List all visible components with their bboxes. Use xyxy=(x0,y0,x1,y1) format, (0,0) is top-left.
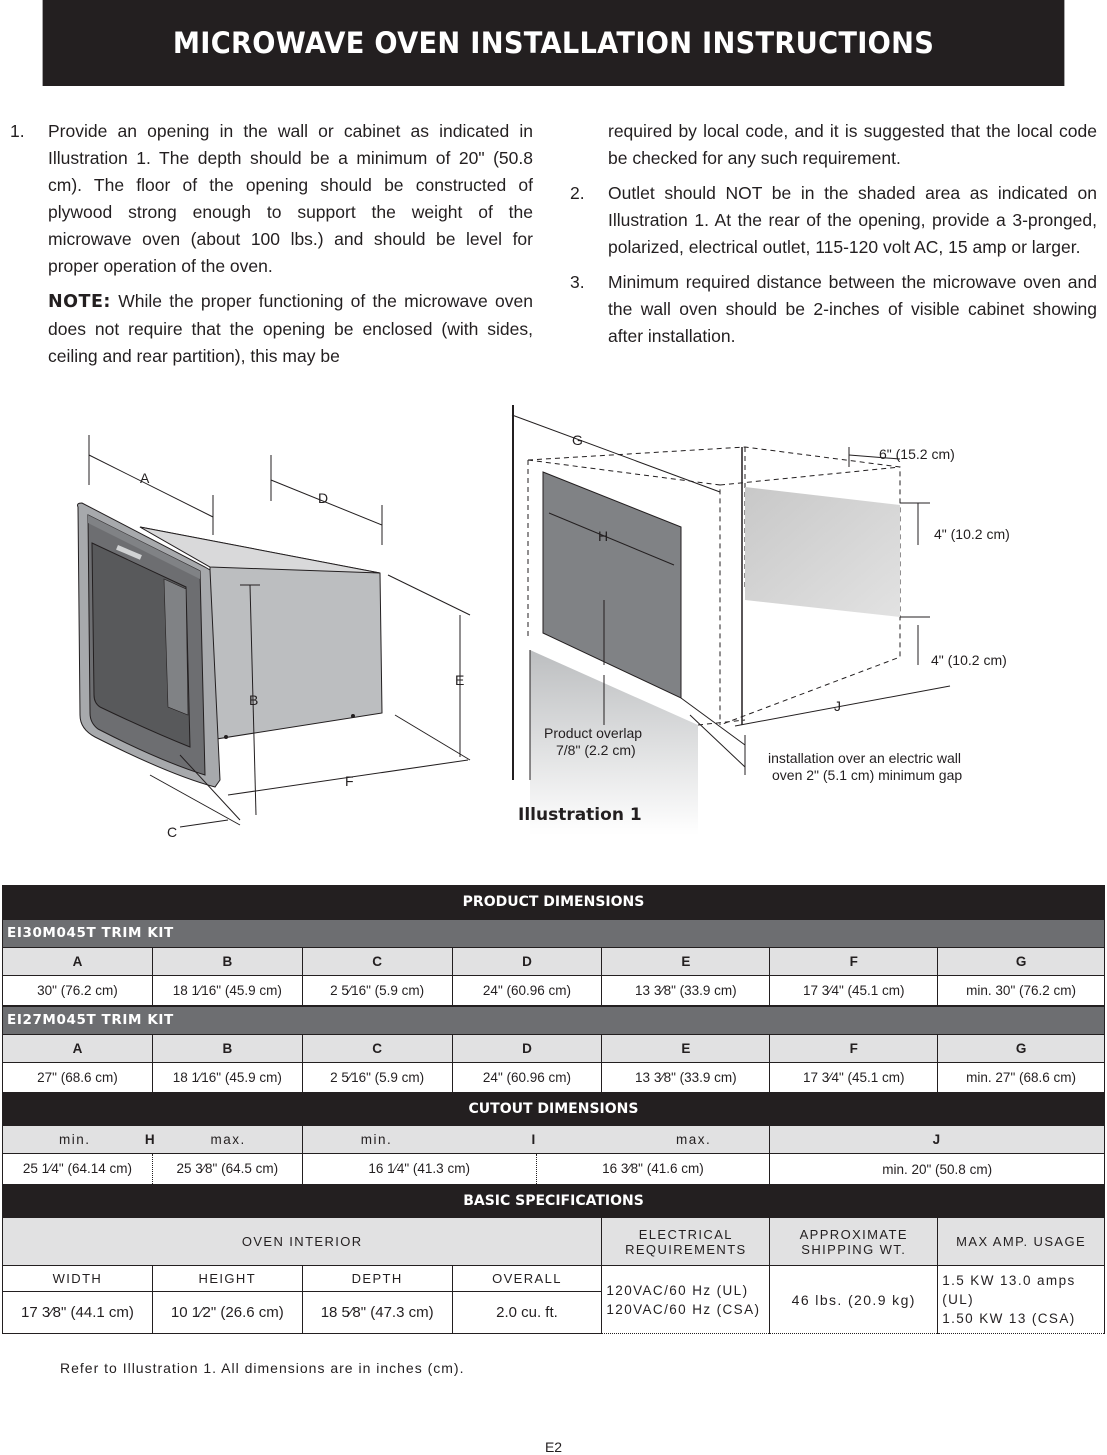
table-cell: 18 1⁄16" (45.9 cm) xyxy=(152,1063,302,1093)
product-dimensions-title: PRODUCT DIMENSIONS xyxy=(3,886,1105,919)
footnote: Refer to Illustration 1. All dimensions are in inches (cm). xyxy=(60,1360,465,1376)
overall-value: 2.0 cu. ft. xyxy=(452,1292,602,1334)
width-label: WIDTH xyxy=(3,1266,153,1292)
height-label: HEIGHT xyxy=(152,1266,302,1292)
table-cell: 30" (76.2 cm) xyxy=(3,976,153,1006)
item-text: Provide an opening in the wall or cabinet as indicated in Illustration 1. The depth should be a minimum of 20" (50.8 cm). The floor of the opening should be constructed of plywood strong enough to support the weight of the microwave oven (about 100 lbs.) and should be level for proper operation of the oven. xyxy=(48,121,533,276)
cutout-j-header xyxy=(770,1126,1105,1154)
amp-header: MAX AMP. USAGE xyxy=(938,1218,1105,1266)
elec-line-1: 120VAC/60 Hz (UL) xyxy=(606,1282,749,1298)
item-number: 2. xyxy=(570,183,585,203)
table-cell: min. 27" (68.6 cm) xyxy=(938,1063,1105,1093)
depth-value: 18 5⁄8" (47.3 cm) xyxy=(302,1292,452,1334)
cutout-i-header xyxy=(302,1126,770,1154)
kit1-values-row xyxy=(3,976,1105,1006)
col-header: C xyxy=(302,1035,452,1063)
table-cell: 24" (60.96 cm) xyxy=(452,1063,602,1093)
instruction-item-1 xyxy=(10,118,533,280)
min-label: min. xyxy=(59,1132,91,1147)
note-text: While the proper functioning of the microwave oven does not require that the opening be enclosed (with sides, ceiling and rear partition), this may be xyxy=(48,291,533,366)
col-header: G xyxy=(938,948,1105,976)
label-g: G xyxy=(572,432,583,448)
col-header: D xyxy=(452,1035,602,1063)
label-d: D xyxy=(318,490,329,506)
min-label: min. xyxy=(360,1132,393,1147)
kit1-header-row xyxy=(3,948,1105,976)
table-cell: 17 3⁄4" (45.1 cm) xyxy=(770,1063,938,1093)
instruction-item-2 xyxy=(570,180,1097,261)
cabinet-drawing xyxy=(512,405,1010,835)
j-label: J xyxy=(932,1132,942,1147)
col-header: B xyxy=(152,948,302,976)
instructions-left-column xyxy=(10,118,533,370)
col-header: F xyxy=(770,948,938,976)
table-cell: min. 30" (76.2 cm) xyxy=(938,976,1105,1006)
cutout-h-values xyxy=(3,1154,303,1185)
note-label: NOTE: xyxy=(48,292,111,312)
table-cell: 2 5⁄16" (5.9 cm) xyxy=(302,976,452,1006)
gap-line-2: oven 2" (5.1 cm) minimum gap xyxy=(772,767,963,783)
label-h: H xyxy=(598,528,609,544)
col-header: E xyxy=(602,948,770,976)
h-min-value: 25 1⁄4" (64.14 cm) xyxy=(3,1154,153,1184)
page-number: E2 xyxy=(544,1439,563,1455)
overlap-line-1: Product overlap xyxy=(544,725,643,741)
weight-value: 46 lbs. (20.9 kg) xyxy=(770,1266,938,1334)
depth-label: DEPTH xyxy=(302,1266,452,1292)
label-c: C xyxy=(167,824,178,840)
installation-illustration xyxy=(0,395,1107,845)
label-j: J xyxy=(834,698,841,714)
cutout-dimensions-title: CUTOUT DIMENSIONS xyxy=(3,1093,1105,1126)
i-min-value: 16 1⁄4" (41.3 cm) xyxy=(303,1154,537,1184)
dimension-6in: 6" (15.2 cm) xyxy=(879,446,955,462)
j-value: min. 20" (50.8 cm) xyxy=(770,1154,1105,1185)
oven-interior-header: OVEN INTERIOR xyxy=(3,1218,602,1266)
col-header: B xyxy=(152,1035,302,1063)
page-title: MICROWAVE OVEN INSTALLATION INSTRUCTIONS xyxy=(43,0,1065,86)
table-cell: 24" (60.96 cm) xyxy=(452,976,602,1006)
h-label: H xyxy=(144,1132,157,1147)
amp-value xyxy=(938,1266,1105,1334)
electrical-value xyxy=(602,1266,770,1334)
amp-line-2: 1.50 KW 13 (CSA) xyxy=(942,1311,1076,1326)
item-text: Minimum required distance between the microwave oven and the wall oven should be 2-inches of visible cabinet showing after installation. xyxy=(608,272,1097,346)
table-cell: 2 5⁄16" (5.9 cm) xyxy=(302,1063,452,1093)
kit2-name: EI27M045T TRIM KIT xyxy=(3,1006,1105,1035)
col-header: A xyxy=(3,1035,153,1063)
note-continuation: required by local code, and it is suggested that the local code be checked for any such requirement. xyxy=(608,121,1097,168)
label-e: E xyxy=(455,672,465,688)
label-b: B xyxy=(249,692,259,708)
overlap-line-2: 7/8" (2.2 cm) xyxy=(556,742,636,758)
microwave-drawing xyxy=(78,435,471,840)
table-cell: 13 3⁄8" (33.9 cm) xyxy=(602,1063,770,1093)
cutout-header-row xyxy=(3,1126,1105,1154)
kit1-name: EI30M045T TRIM KIT xyxy=(3,919,1105,948)
h-max-value: 25 3⁄8" (64.5 cm) xyxy=(176,1161,279,1176)
col-header: F xyxy=(770,1035,938,1063)
note-paragraph xyxy=(10,288,533,370)
shipping-header: APPROXIMATE SHIPPING WT. xyxy=(770,1218,938,1266)
i-label: I xyxy=(531,1132,537,1147)
label-f: F xyxy=(345,773,354,789)
specifications-table xyxy=(2,885,1105,1334)
kit2-values-row xyxy=(3,1063,1105,1093)
max-label: max. xyxy=(676,1132,712,1147)
table-cell: 27" (68.6 cm) xyxy=(3,1063,153,1093)
max-label: max. xyxy=(210,1132,246,1147)
item-number: 1. xyxy=(10,121,25,141)
instruction-item-3 xyxy=(570,269,1097,350)
col-header: E xyxy=(602,1035,770,1063)
basic-specifications-title: BASIC SPECIFICATIONS xyxy=(3,1185,1105,1218)
width-value: 17 3⁄8" (44.1 cm) xyxy=(3,1292,153,1334)
col-header: A xyxy=(3,948,153,976)
table-cell: 17 3⁄4" (45.1 cm) xyxy=(770,976,938,1006)
i-max-value: 16 3⁄8" (41.6 cm) xyxy=(602,1161,704,1176)
table-cell: 18 1⁄16" (45.9 cm) xyxy=(152,976,302,1006)
instructions-right-column xyxy=(570,118,1097,358)
cutout-i-values xyxy=(302,1154,770,1185)
illustration-title: Illustration 1 xyxy=(518,805,642,825)
cutout-h-header xyxy=(3,1126,303,1154)
item-number: 3. xyxy=(570,272,585,292)
dimension-4in-bottom: 4" (10.2 cm) xyxy=(931,652,1007,668)
label-a: A xyxy=(140,470,150,486)
basic-header-row xyxy=(3,1218,1105,1266)
dimension-4in-top: 4" (10.2 cm) xyxy=(934,526,1010,542)
col-header: G xyxy=(938,1035,1105,1063)
elec-line-2: 120VAC/60 Hz (CSA) xyxy=(606,1301,761,1317)
overall-label: OVERALL xyxy=(452,1266,602,1292)
col-header: C xyxy=(302,948,452,976)
amp-line-1: 1.5 KW 13.0 amps (UL) xyxy=(942,1273,1076,1307)
col-header: D xyxy=(452,948,602,976)
gap-line-1: installation over an electric wall xyxy=(768,750,961,766)
basic-subheader-row xyxy=(3,1266,1105,1292)
electrical-header: ELECTRICAL REQUIREMENTS xyxy=(602,1218,770,1266)
item-text: Outlet should NOT be in the shaded area as indicated on Illustration 1. At the rear of the opening, provide a 3-pronged, polarized, electrical outlet, 115-120 volt AC, 15 amp or larger. xyxy=(608,183,1097,257)
cutout-values-row xyxy=(3,1154,1105,1185)
kit2-header-row xyxy=(3,1035,1105,1063)
height-value: 10 1⁄2" (26.6 cm) xyxy=(152,1292,302,1334)
table-cell: 13 3⁄8" (33.9 cm) xyxy=(602,976,770,1006)
